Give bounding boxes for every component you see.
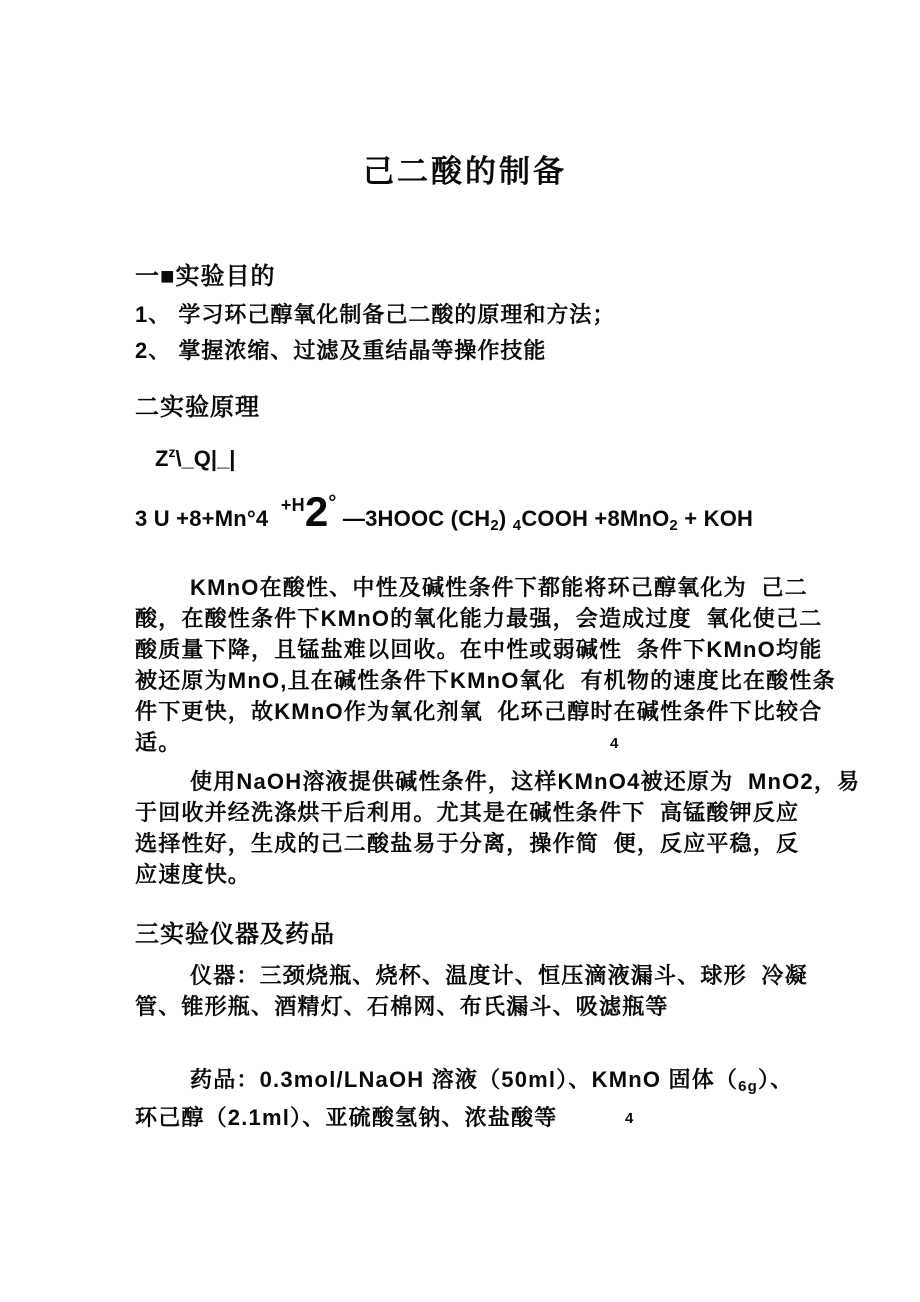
equation-part: 3 U <box>135 506 177 531</box>
artifact-superscript: z <box>168 444 176 460</box>
text-line: 应速度快。 <box>135 862 252 887</box>
handwriting-artifact <box>135 438 795 473</box>
text-line-fragment: 0.3mol/LNaOH 溶液（50ml）、KMnO 固体（ <box>259 1067 739 1092</box>
artifact-text-rest: \_Q|_| <box>175 446 236 471</box>
text-line <box>135 960 808 991</box>
text-line: KMnO在酸性、中性及碱性条件下都能将环己醇氧化为 己二 <box>190 575 808 600</box>
equation-part: ) <box>498 506 513 531</box>
purpose-item-2: 2、 掌握浓缩、过滤及重结晶等操作技能 <box>135 338 547 363</box>
superscript-4: 4 <box>625 1110 635 1127</box>
text-line: 被还原为MnO,且在碱性条件下KMnO氧化 有机物的速度比在酸性条 <box>135 668 836 693</box>
equation-part: Mn°4 <box>214 506 281 531</box>
chemicals-amount-6g: 6g <box>738 1078 759 1095</box>
equation-part: + KOH <box>677 506 754 531</box>
equation-part: COOH +8MnO <box>521 506 670 531</box>
text-line-fragment: 三颈烧瓶、烧杯、温度计、恒压滴液漏斗、球形 冷凝 <box>259 963 808 988</box>
document-title: 己二酸的制备 <box>363 154 567 189</box>
text-line: 酸质量下降，且锰盐难以回收。在中性或弱碱性 条件下KMnO均能 <box>135 637 823 662</box>
artifact-text: Z <box>155 446 169 471</box>
text-line <box>135 727 795 758</box>
text-line: 管、锥形瓶、酒精灯、石棉网、布氏漏斗、吸滤瓶等 <box>135 994 669 1019</box>
equation-part: +8+ <box>176 506 215 531</box>
principle-paragraph-2 <box>135 766 861 890</box>
purpose-item-1: 1、 学习环己醇氧化制备己二酸的原理和方法； <box>135 302 616 327</box>
text-line <box>135 1102 795 1133</box>
text-line-fragment: 适。 <box>135 730 182 755</box>
chemicals-label: 药品： <box>190 1067 260 1092</box>
equation-subscript: 4 <box>512 517 522 534</box>
text-line: 使用NaOH溶液提供碱性条件，这样KMnO4被还原为 MnO2，易 <box>190 769 861 794</box>
equation-part: —3HOOC (CH <box>336 506 491 531</box>
text-line: 件下更快，故KMnO作为氧化剂氧 化环己醇时在碱性条件下比较合 <box>135 699 823 724</box>
equation-superscript-h: +H <box>280 495 305 515</box>
text-line-fragment: 环己醇（2.1ml）、亚硫酸氢钠、浓盐酸等 <box>135 1105 558 1130</box>
equation-large-2: 2 <box>304 488 329 535</box>
section-heading-purpose: 一■实验目的 <box>135 263 276 290</box>
text-line: 选择性好，生成的己二酸盐易于分离，操作简 便，反应平稳，反 <box>135 831 800 856</box>
equation-subscript: 2 <box>669 517 678 534</box>
text-line: 于回收并经洗涤烘干后利用。尤其是在碱性条件下 高锰酸钾反应 <box>135 800 800 825</box>
text-line-fragment: ）、 <box>758 1067 794 1092</box>
principle-paragraph-1 <box>135 572 836 758</box>
instruments-paragraph <box>135 960 808 1022</box>
text-line <box>135 1064 795 1102</box>
chemicals-paragraph <box>135 1064 795 1133</box>
instruments-label: 仪器： <box>190 963 260 988</box>
chemical-equation <box>135 479 795 550</box>
equation-degree: ° <box>328 492 337 514</box>
document-content <box>135 0 861 1133</box>
section-heading-equipment: 三实验仪器及药品 <box>135 921 335 948</box>
equation-subscript: 2 <box>490 517 499 534</box>
superscript-4: 4 <box>610 735 620 752</box>
text-line: 酸，在酸性条件下KMnO的氧化能力最强，会造成过度 氧化使己二 <box>135 606 823 631</box>
section-heading-principle: 二实验原理 <box>135 394 260 421</box>
